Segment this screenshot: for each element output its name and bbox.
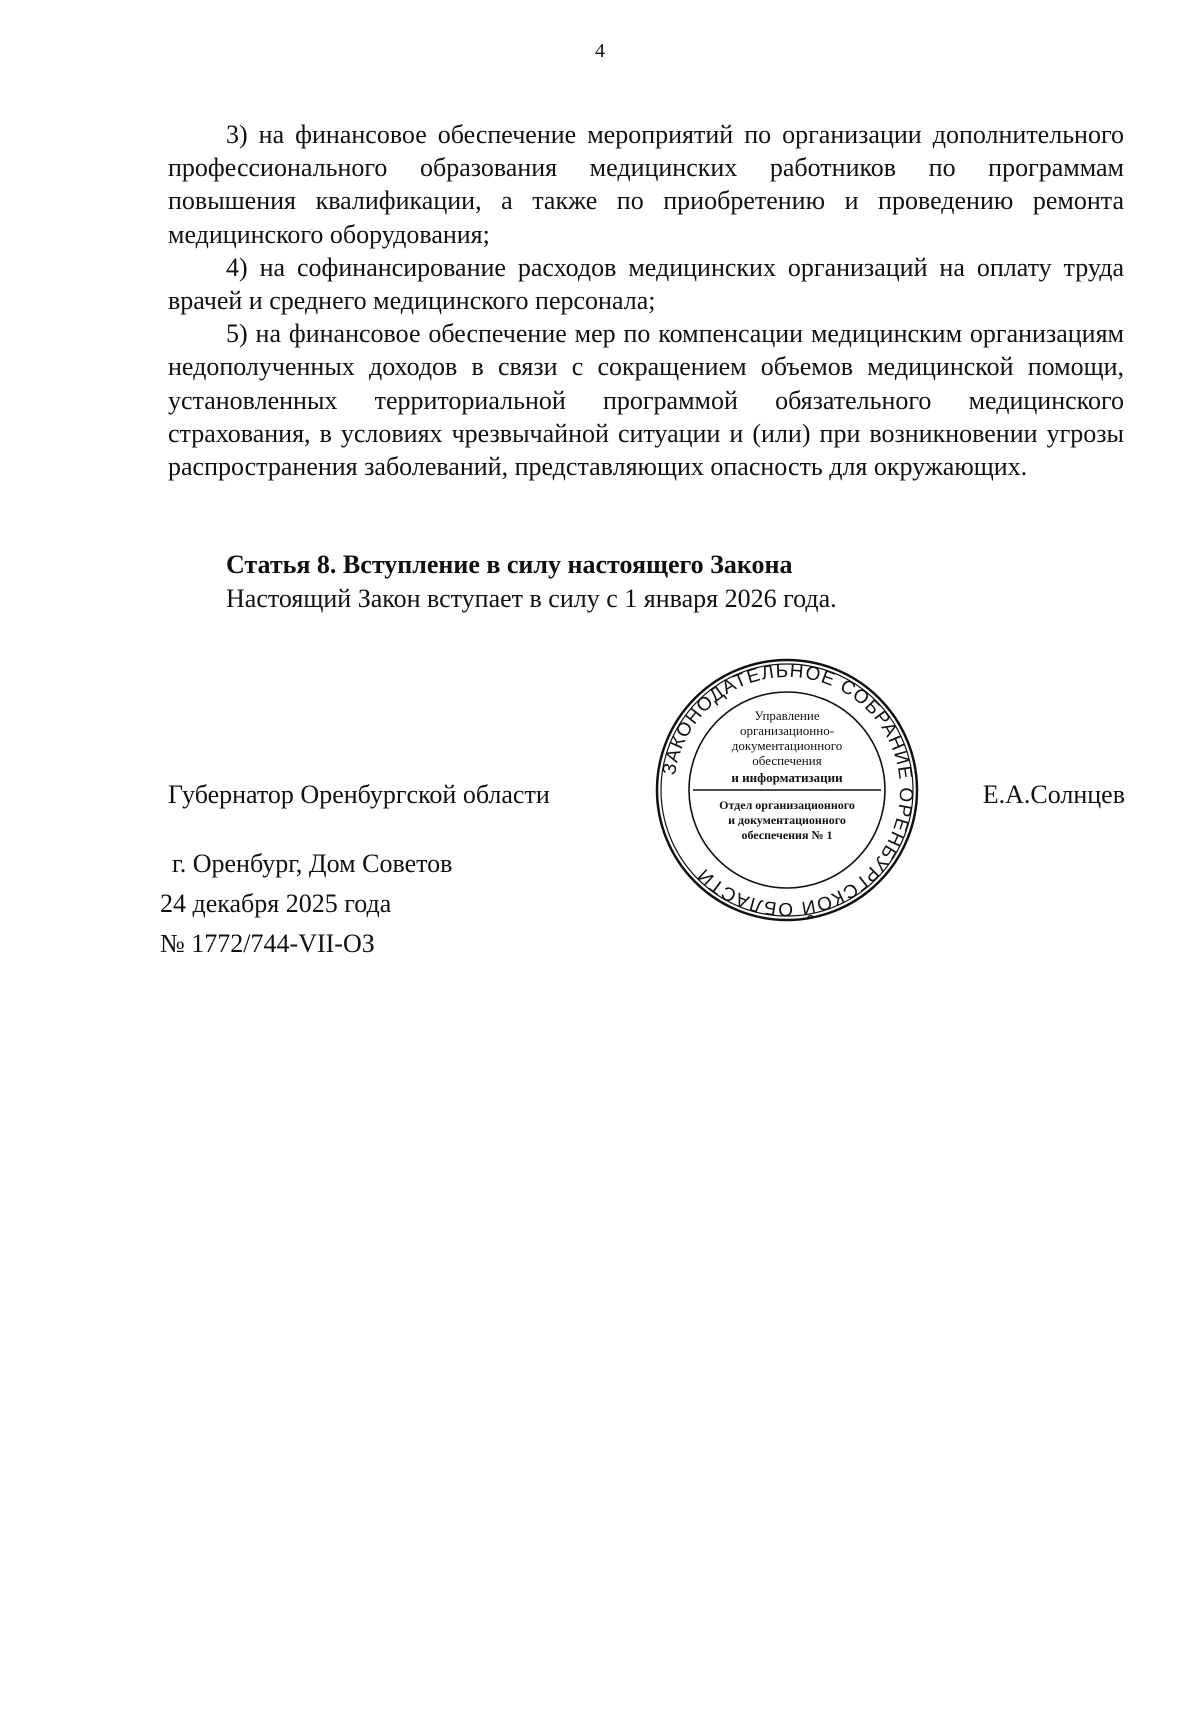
paragraph-item-5: 5) на финансовое обеспечение мер по компенсации медицинским организациям недополученных доходов в связи с сокращением объемов медицинской помощи, установленных территориальной программой обязательного медицинского страхования, в условиях чрезвычайной ситуации и (или) при возникновении угрозы распространения заболеваний, представляющих опасность для окружающих. (168, 319, 1124, 482)
seal-upper-line-3: документационного (731, 738, 843, 753)
issue-place: г. Оренбург, Дом Советов (172, 849, 453, 878)
seal-upper-line-1: Управление (754, 708, 820, 723)
seal-upper-line-4: обеспечения (752, 753, 822, 768)
seal-lower-line-2: и документационного (728, 813, 846, 827)
article-title: Статья 8. Вступление в силу настоящего Закона (226, 550, 793, 579)
seal-lower-line-1: Отдел организационного (719, 798, 855, 812)
issue-details (160, 844, 452, 964)
seal-outer-text: ЗАКОНОДАТЕЛЬНОЕ СОБРАНИЕ ОРЕНБУРГСКОЙ ОБЛАСТИ (658, 660, 917, 920)
official-seal (655, 658, 919, 922)
issue-date: 24 декабря 2025 года (160, 889, 392, 918)
article-8 (226, 548, 1126, 616)
article-text: Настоящий Закон вступает в силу с 1 января 2026 года. (226, 584, 837, 613)
seal-icon (655, 658, 919, 922)
signer-title: Губернатор Оренбургской области (168, 780, 550, 809)
signer-name: Е.А.Солнцев (982, 780, 1125, 809)
page-number: 4 (595, 40, 605, 62)
seal-upper-line-2: организационно- (739, 723, 835, 738)
seal-lower-line-3: обеспечения № 1 (741, 828, 833, 842)
paragraph-item-4: 4) на софинансирование расходов медицинских организаций на оплату труда врачей и среднего медицинского персонала; (168, 252, 1124, 316)
seal-upper-line-5: и информатизации (731, 770, 843, 785)
law-body-text (168, 118, 1124, 483)
paragraph-item-3: 3) на финансовое обеспечение мероприятий по организации дополнительного профессионального образования медицинских работников по программам повышения квалификации, а также по приобретению и проведению ремонта медицинского оборудования; (168, 120, 1124, 249)
issue-number: № 1772/744-VII-ОЗ (160, 929, 375, 958)
